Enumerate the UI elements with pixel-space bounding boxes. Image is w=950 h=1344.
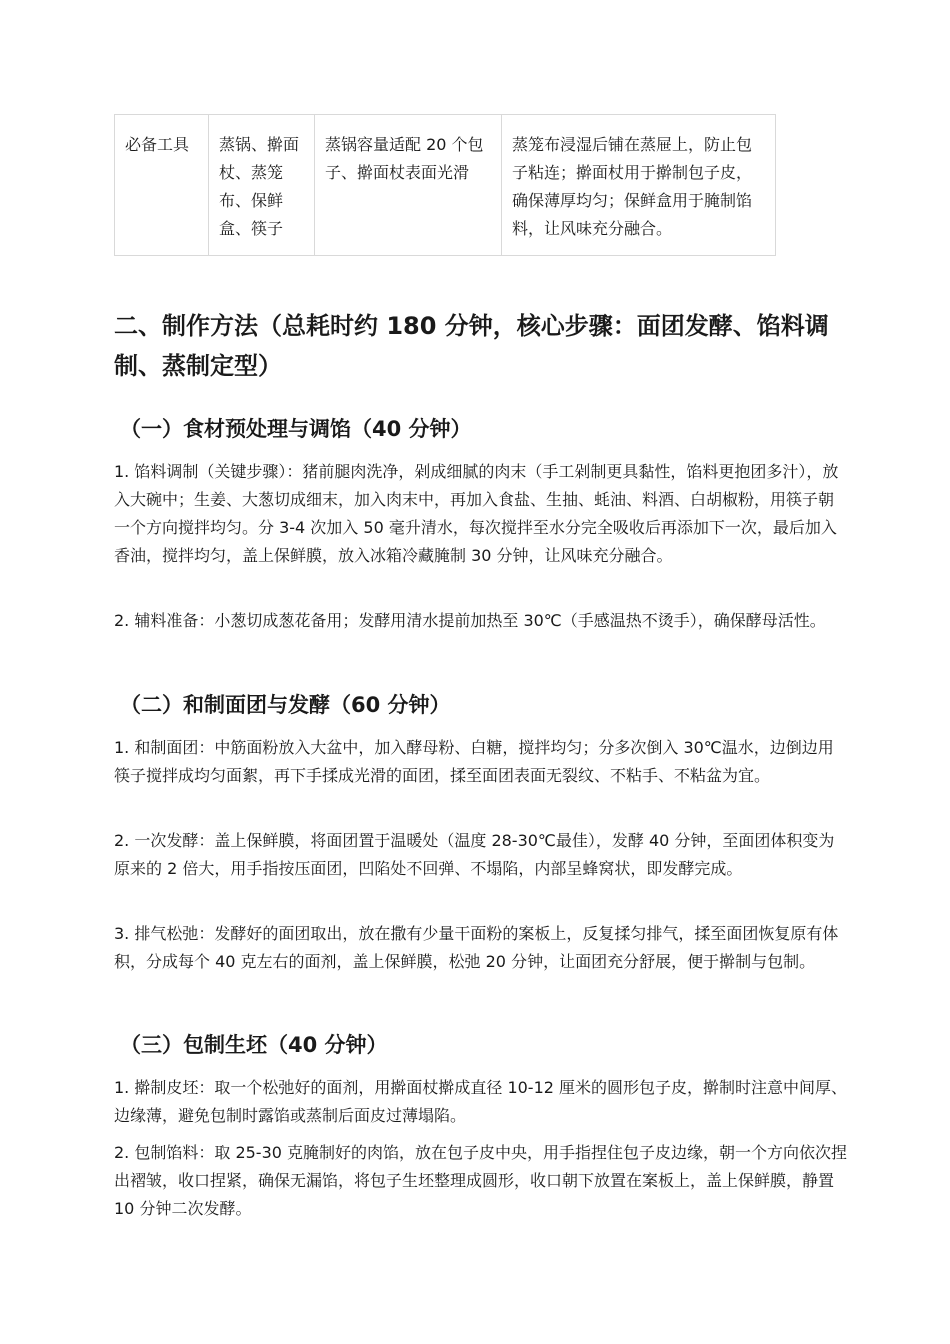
section-heading-wrap: （三）包制生坯（40 分钟）: [120, 1033, 388, 1057]
method-title: 二、制作方法（总耗时约 180 分钟，核心步骤：面团发酵、馅料调制、蒸制定型）: [114, 312, 829, 380]
step-paragraph: 1. 和制面团：中筋面粉放入大盆中，加入酵母粉、白糖，搅拌均匀；分多次倒入 30℃温水，边倒边用筷子搅拌成均匀面絮，再下手揉成光滑的面团，揉至面团表面无裂纹、不粘手、不粘盆为宜。: [114, 738, 834, 785]
tool-category-cell: 必备工具: [115, 115, 209, 256]
section-heading-prep: （一）食材预处理与调馅（40 分钟）: [120, 417, 472, 441]
step-paragraph: 2. 一次发酵：盖上保鲜膜，将面团置于温暖处（温度 28-30℃最佳），发酵 40 分钟，至面团体积变为原来的 2 倍大，用手指按压面团，凹陷处不回弹、不塌陷，内部呈蜂窝状，即发酵完成。: [114, 831, 835, 878]
section-heading-dough: （二）和制面团与发酵（60 分钟）: [120, 693, 451, 717]
step-paragraph: 2. 包制馅料：取 25-30 克腌制好的肉馅，放在包子皮中央，用手指捏住包子皮边缘，朝一个方向依次捏出褶皱，收口捏紧，确保无漏馅，将包子生坯整理成圆形，收口朝下放置在案板上，盖上保鲜膜，静置 10 分钟二次发酵。: [114, 1143, 848, 1218]
tool-spec-cell: 蒸锅容量适配 20 个包子、擀面杖表面光滑: [315, 115, 502, 256]
tools-table: [114, 114, 776, 256]
table-row: [115, 115, 776, 256]
tool-notes-cell: 蒸笼布浸湿后铺在蒸屉上，防止包子粘连；擀面杖用于擀制包子皮，确保薄厚均匀；保鲜盒用于腌制馅料，让风味充分融合。: [502, 115, 776, 256]
step-paragraph: 1. 馅料调制（关键步骤）：猪前腿肉洗净，剁成细腻的肉末（手工剁制更具黏性，馅料更抱团多汁），放入大碗中；生姜、大葱切成细末，加入肉末中，再加入食盐、生抽、蚝油、料酒、白胡椒粉，用筷子朝一个方向搅拌均匀。分 3-4 次加入 50 毫升清水，每次搅拌至水分完全吸收后再添加下一次，最后加入香油，搅拌均匀，盖上保鲜膜，放入冰箱冷藏腌制 30 分钟，让风味充分融合。: [114, 462, 839, 565]
step-paragraph: 2. 辅料准备：小葱切成葱花备用；发酵用清水提前加热至 30℃（手感温热不烫手），确保酵母活性。: [114, 611, 826, 630]
step-paragraph: 3. 排气松弛：发酵好的面团取出，放在撒有少量干面粉的案板上，反复揉匀排气，揉至面团恢复原有体积，分成每个 40 克左右的面剂，盖上保鲜膜，松弛 20 分钟，让面团充分舒展，便于擀制与包制。: [114, 924, 839, 971]
tool-items-cell: 蒸锅、擀面杖、蒸笼布、保鲜盒、筷子: [209, 115, 315, 256]
step-paragraph: 1. 擀制皮坯：取一个松弛好的面剂，用擀面杖擀成直径 10-12 厘米的圆形包子皮，擀制时注意中间厚、边缘薄，避免包制时露馅或蒸制后面皮过薄塌陷。: [114, 1078, 848, 1125]
